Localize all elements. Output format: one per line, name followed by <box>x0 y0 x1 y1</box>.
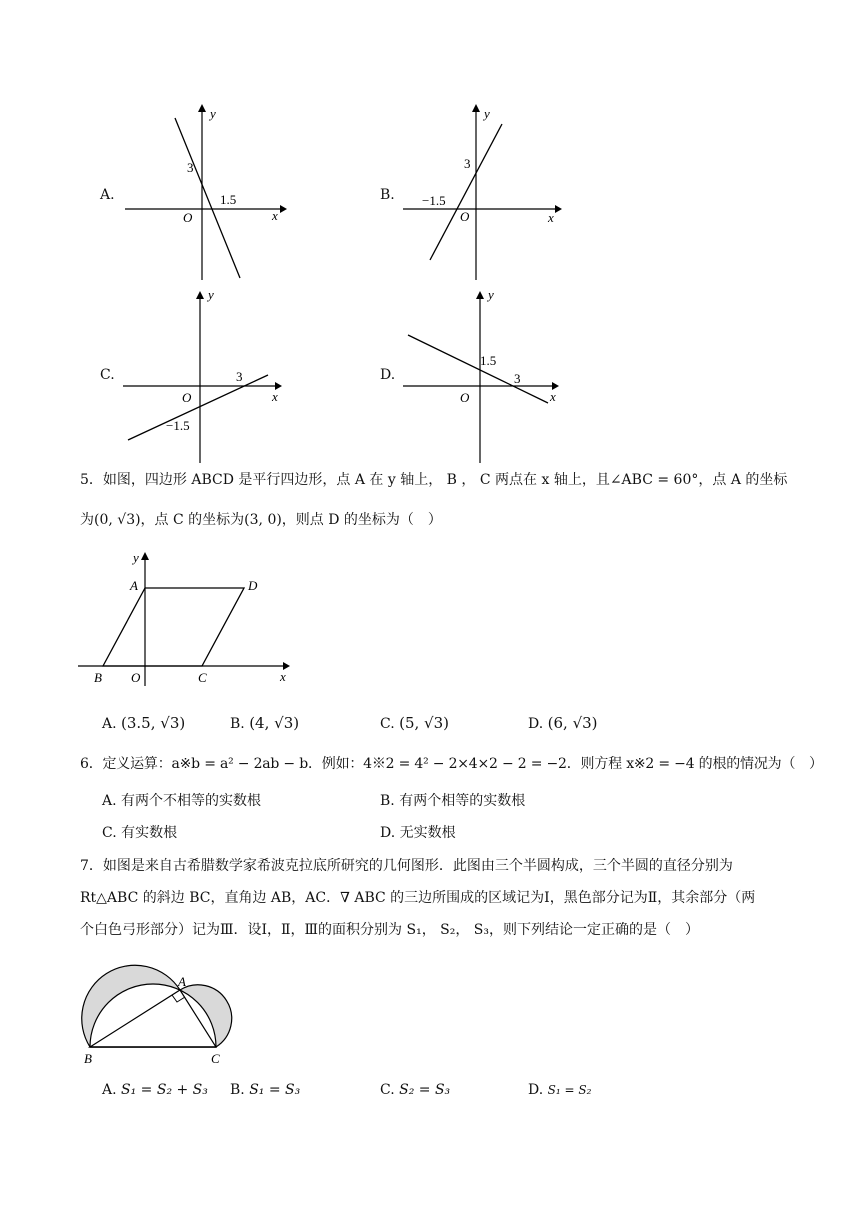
q6-option-a[interactable]: A. 有两个不相等的实数根 <box>102 793 262 809</box>
q4-a-label-1: 3 <box>187 160 194 175</box>
q7-option-b[interactable]: B. S₁ = S₃ <box>230 1082 301 1098</box>
q4-a-label-2: 1.5 <box>220 192 237 207</box>
q4-b-x-label: x <box>548 210 554 225</box>
q4-graph-b <box>400 100 570 285</box>
q4-d-y-label: y <box>488 287 494 302</box>
q4-b-label-2: −1.5 <box>422 193 446 208</box>
q5-fig-a: A <box>130 578 138 593</box>
q5-option-d[interactable]: D. (6, √3) <box>528 714 598 732</box>
q7-text-line-3: 个白色弓形部分）记为Ⅲ．设Ⅰ，Ⅱ，Ⅲ的面积分别为 S₁， S₂， S₃，则下列结论一定正确的是（ ） <box>80 922 700 938</box>
q4-d-label-1: 1.5 <box>480 353 497 368</box>
q5-fig-d: D <box>248 578 258 593</box>
q4-a-origin: O <box>183 210 193 225</box>
q6-option-d[interactable]: D. 无实数根 <box>380 825 456 841</box>
q4-graph-c <box>120 285 290 465</box>
q4-c-y-label: y <box>208 287 214 302</box>
q7-text-line-2: Rt△ABC 的斜边 BC，直角边 AB，AC．∇ ABC 的三边所围成的区域记为Ⅰ，黑色部分记为Ⅱ，其余部分（两 <box>80 890 756 906</box>
q4-b-label-1: 3 <box>464 156 471 171</box>
q5-fig-y: y <box>133 550 139 565</box>
q4-a-y-label: y <box>210 106 216 121</box>
q5-fig-c: C <box>198 670 207 685</box>
q4-option-d-letter: D. <box>380 367 396 383</box>
q5-fig-b: B <box>94 670 102 685</box>
q4-graph-d <box>400 285 570 465</box>
q5-option-b[interactable]: B. (4, √3) <box>230 714 300 732</box>
q5-parallelogram-figure <box>78 548 298 688</box>
q5-text-line-2: 为(0, √3)，点 C 的坐标为(3, 0)，则点 D 的坐标为（ ） <box>80 512 442 528</box>
q7-text-line-1: 7．如图是来自古希腊数学家希波克拉底所研究的几何图形．此图由三个半圆构成，三个半圆的直径分别为 <box>80 858 733 874</box>
q7-fig-c: C <box>211 1051 220 1066</box>
q5-option-c[interactable]: C. (5, √3) <box>380 714 450 732</box>
q7-fig-a: A <box>178 974 186 989</box>
q5-fig-x: x <box>280 669 286 684</box>
q4-d-x-label: x <box>550 389 556 404</box>
q7-option-a[interactable]: A. S₁ = S₂ + S₃ <box>102 1082 208 1098</box>
q5-text-line-1: 5．如图，四边形 ABCD 是平行四边形，点 A 在 y 轴上， B ， C 两点在 x 轴上，且∠ABC = 60°，点 A 的坐标 <box>80 472 788 488</box>
q4-b-y-label: y <box>484 106 490 121</box>
q7-option-c[interactable]: C. S₂ = S₃ <box>380 1082 451 1098</box>
q7-fig-b: B <box>84 1051 92 1066</box>
q4-d-label-2: 3 <box>514 371 521 386</box>
q7-hippocrates-lune-figure <box>74 950 249 1070</box>
q4-c-x-label: x <box>272 389 278 404</box>
q4-option-a-letter: A. <box>100 187 115 203</box>
q4-c-label-1: 3 <box>236 369 243 384</box>
q4-option-c-letter: C. <box>100 367 115 383</box>
q7-option-d[interactable]: D. S₁ = S₂ <box>528 1082 592 1098</box>
q5-fig-o: O <box>131 670 141 685</box>
q6-text-line-1: 6．定义运算：a※b = a² − 2ab − b．例如：4※2 = 4² − 2×4×2 − 2 = −2．则方程 x※2 = −4 的根的情况为（ ） <box>80 756 823 772</box>
q6-option-b[interactable]: B. 有两个相等的实数根 <box>380 793 526 809</box>
q6-option-c[interactable]: C. 有实数根 <box>102 825 178 841</box>
q4-option-b-letter: B. <box>380 187 395 203</box>
q4-b-origin: O <box>460 209 470 224</box>
q5-option-a[interactable]: A. (3.5, √3) <box>102 714 186 732</box>
q4-d-origin: O <box>460 390 470 405</box>
q4-a-x-label: x <box>272 208 278 223</box>
q4-c-label-2: −1.5 <box>166 418 190 433</box>
q4-graph-a <box>120 100 290 285</box>
q4-c-origin: O <box>182 390 192 405</box>
